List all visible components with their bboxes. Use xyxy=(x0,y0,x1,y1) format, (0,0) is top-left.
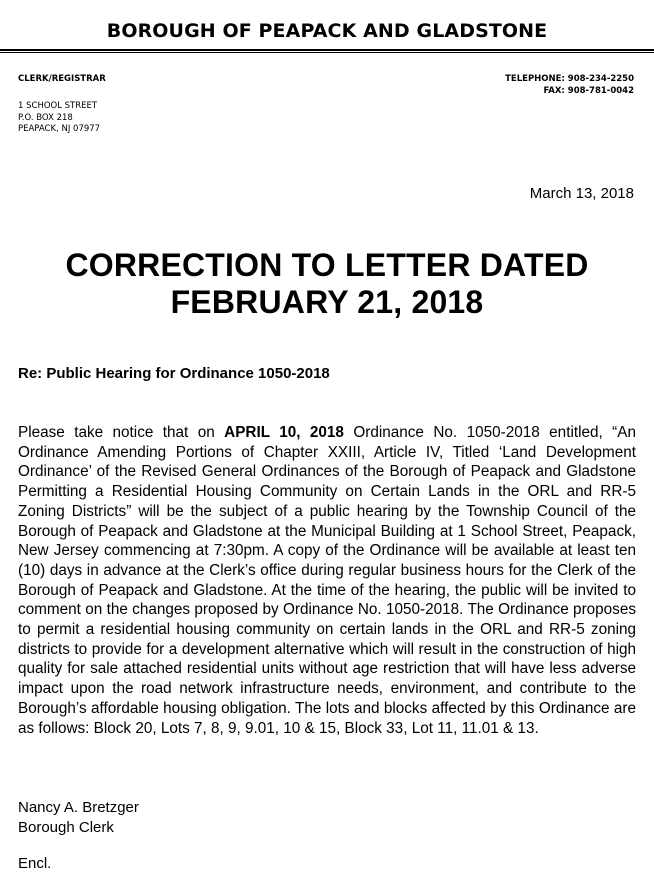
hearing-date: APRIL 10, 2018 xyxy=(224,424,344,441)
signature-block xyxy=(18,798,139,838)
telephone: TELEPHONE: 908-234-2250 xyxy=(505,74,634,84)
address-line-3: PEAPACK, NJ 07977 xyxy=(18,124,101,134)
letterhead-rule-thin xyxy=(0,52,654,53)
mailing-address xyxy=(18,101,100,136)
letter-date: March 13, 2018 xyxy=(529,185,634,202)
signer-title: Borough Clerk xyxy=(18,819,114,836)
headline xyxy=(0,247,654,321)
headline-line-1: CORRECTION TO LETTER DATED xyxy=(65,247,589,283)
contact-info xyxy=(505,74,634,97)
re-line: Re: Public Hearing for Ordinance 1050-2018 xyxy=(18,365,330,382)
body-intro: Please take notice that on xyxy=(18,424,225,441)
signer-name: Nancy A. Bretzger xyxy=(18,799,139,816)
fax: FAX: 908-781-0042 xyxy=(543,85,634,96)
address-line-2: P.O. BOX 218 xyxy=(18,112,73,123)
body-text: Ordinance No. 1050-2018 entitled, “An Ordinance Amending Portions of Chapter XXIII, Article IV, Titled ‘Land Development Ordinance’ of the Revised General Ordinances of the Borough of Peapack and Gladstone Permitting a Residential Housing Community on Certain Lands in the ORL and RR-5 Zoning Districts” will be the subject of a public hearing by the Township Council of the Borough of Peapack and Gladstone at the Municipal Building at 1 School Street, Peapack, New Jersey commencing at 7:30pm. A copy of the Ordinance will be available at least ten (10) days in advance at the Clerk’s office during regular business hours for the Clerk of the Borough of Peapack and Gladstone. At the time of the hearing, the public will be invited to comment on the changes proposed by Ordinance No. 1050-2018. The Ordinance proposes to permit a residential housing community on certain lands in the ORL and RR-5 zoning districts to provide for a development alternative which will result in the construction of high quality for sale attached residential units without age restriction that will have less adverse impact upon the road network infrastructure needs, environment, and contribute to the Borough’s affordable housing obligation. The lots and blocks affected by this Ordinance are as follows: Block 20, Lots 7, 8, 9, 9.01, 10 & 15, Block 33, Lot 11, 11.01 & 13. xyxy=(18,424,636,737)
headline-line-2: FEBRUARY 21, 2018 xyxy=(170,284,484,320)
address-line-1: 1 SCHOOL STREET xyxy=(18,101,98,111)
letterhead-rule-thick xyxy=(0,49,654,51)
enclosure-note: Encl. xyxy=(18,855,52,872)
body-paragraph xyxy=(18,423,636,738)
office-label: CLERK/REGISTRAR xyxy=(18,74,106,84)
letterhead-title: BOROUGH OF PEAPACK AND GLADSTONE xyxy=(106,20,548,42)
